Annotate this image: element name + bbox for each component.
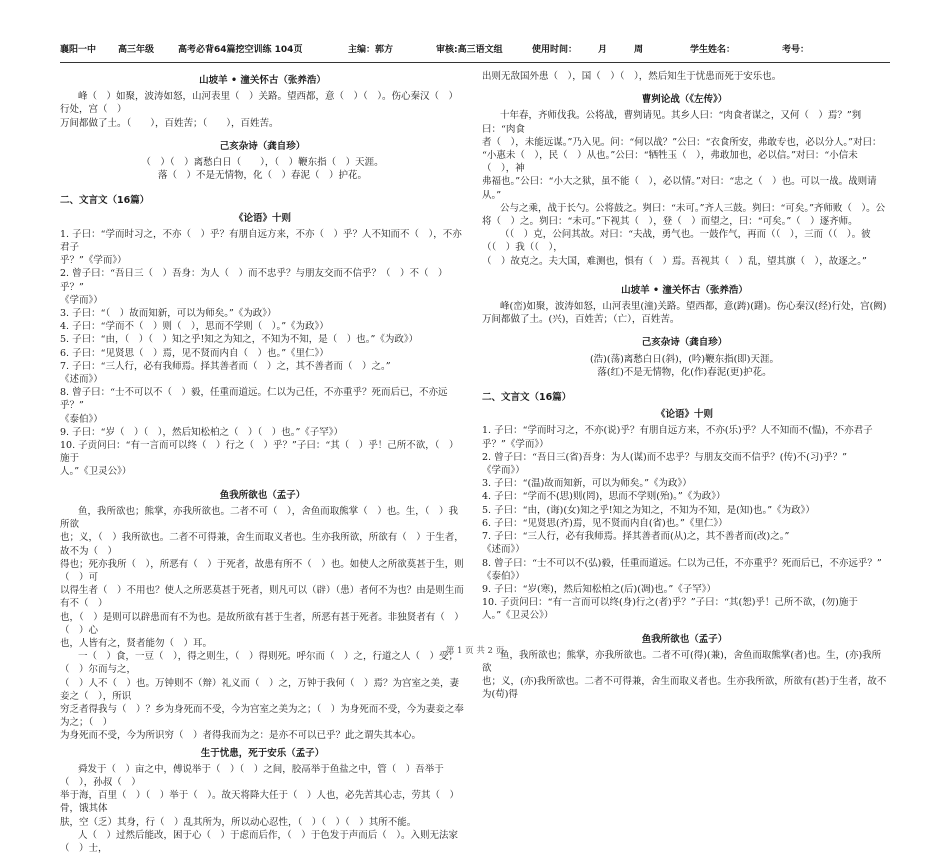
text-line: 10. 子贡问曰：“有一言而可以终（ ）行之（ ）乎？”子曰：“其（ ）乎！己所不欲，（ ）施于 (60, 440, 459, 465)
text-line: （ ）故克之。夫大国，难测也，惧有（ ）焉。吾视其（ ）乱，望其旗（ ），故逐之。” (482, 255, 867, 267)
text-line: 一（ ）食，一豆（ ），得之则生，（ ）得则死。呼尔而（ ）之，行道之人（ ）受；（ ）尔而与之， (60, 651, 459, 676)
text-line: 《述而》） (60, 374, 103, 386)
grade-label: 高三年级 (118, 45, 155, 55)
worksheet-title: 高考必背64篇挖空训练 104页 (178, 45, 303, 55)
text-line: 也；义，（ ）我所欲也。二者不可得兼，舍生而取义者也。生亦我所欲，所欲有（ ）于生者，故不为（ ） (60, 532, 464, 557)
section-title: 山坡羊 • 潼关怀古（张养浩） (621, 284, 748, 296)
section-title: 鱼我所欲也（孟子） (641, 633, 728, 645)
spacer (482, 623, 887, 629)
text-line: 肤，空（乏）其身，行（ ）乱其所为，所以动心忍性，（ ）（ ）（ ）其所不能。 (60, 816, 417, 828)
part-heading: 二、文言文（16篇） (60, 195, 150, 207)
poem-line: (浩)(荡)离愁白日(斜)，(吟)鞭东指(即)天涯。 (589, 353, 780, 365)
school-name: 襄阳一中 (60, 45, 97, 55)
text-line: 6. 子曰：“见贤思(齐)焉，见不贤而内自(省)也。”《里仁》） (482, 517, 728, 529)
text-line: 《泰伯》） (482, 570, 525, 582)
text-line: 《学而》） (482, 465, 525, 477)
text-line: 为身死而不受，今为所识穷（ ）者得我而为之：是亦不可以已乎？此之谓失其本心。 (60, 730, 422, 742)
section-title: 《论语》十则 (233, 212, 291, 224)
text-line: 也，人皆有之，贤者能勿（ ）耳。 (60, 637, 213, 649)
text-line: 2. 曾子曰：“吾日三(省)吾身：为人(谋)而不忠乎？与朋友交而不信乎？(传)不(习)乎？” (482, 451, 847, 463)
week-label: 周 (634, 45, 644, 55)
spacer (60, 130, 465, 136)
text-line: 鱼，我所欲也；熊掌，亦我所欲也。二者不可（ ），舍鱼而取熊掌（ ）也。生，（ ）我所欲 (60, 505, 459, 531)
text-line: 1. 子曰：“学而时习之，不亦（ ）乎？有朋自远方来，不亦（ ）乎？人不知而不（ ），不亦君子 (60, 228, 462, 254)
text-line: 2. 曾子曰：“吾日三（ ）吾身：为人（ ）而不忠乎？与朋友交而不信乎？（ ）不（ ）乎？” (60, 268, 448, 293)
exam-number-label: 考号： (782, 45, 810, 55)
text-line: “小惠未（ ），民（ ）从也。”公曰：“牺牲玉（ ），弗敢加也，必以信。”对曰：“小信未（ ），神 (482, 150, 858, 175)
text-line: 万间都做了土。(兴)，百姓苦；（亡），百姓苦。 (482, 314, 680, 326)
section-title: 《论语》十则 (655, 409, 713, 421)
text-line: 乎？”《学而》） (482, 438, 549, 450)
text-line: 者（ ），未能远谋。”乃入见。问：“何以战？”公曰：“衣食所安，弗敢专也，必以分人。”对曰： (482, 136, 882, 148)
section-title: 鱼我所欲也（孟子） (219, 489, 306, 501)
text-line: 7. 子曰：“三人行，必有我师焉。择其善者而(从)之，其不善者而(改)之。” (482, 531, 790, 543)
text-line: 穷乏者得我与（ ）？乡为身死而不受，今为宫室之美为之；（ ）为身死而不受，今为妻妾之奉为之；（ ） (60, 703, 464, 729)
text-line: 1. 子曰：“学而时习之，不亦(说)乎？有朋自远方来，不亦(乐)乎？人不知而不(愠)，不亦君子 (482, 425, 873, 437)
text-line: 10. 子贡问曰：“有一言而可以终(身)行之(者)乎？”子曰：“其(恕)乎！己所不欲，(勿)施于 (482, 597, 858, 609)
spacer (60, 182, 465, 188)
text-line: 以得生者（ ）不用也？使人之所恶莫甚于死者，则凡可以（辟）（患）者何不为也？由是则生而有不（ ） (60, 585, 464, 610)
text-line: 《述而》） (482, 544, 525, 556)
text-line: 公与之乘，战于长勺。公将鼓之。刿曰：“未可。”齐人三鼓。刿曰：“可矣。”齐师败（ ）。公 (500, 202, 886, 214)
text-line: 7. 子曰：“三人行，必有我师焉。择其善者而（ ）之，其不善者而（ ）之。” (60, 360, 391, 372)
section-title: 生于忧患，死于安乐（孟子） (200, 747, 325, 759)
text-line: 峰(峦)如聚，波涛如怒，山河表里(潼)关路。望西都，意(踌)(躇)。伤心秦汉(经)行处，宫(阙) (500, 301, 887, 313)
text-line: 8. 曾子曰：“士不可以不(弘)毅，任重而道远。仁以为己任，不亦重乎？死而后已，不亦远乎？” (482, 557, 882, 569)
section-title: 己亥杂诗（龚自珍） (219, 140, 306, 152)
text-line: 4. 子曰：“学而不(思)则(罔)，思而不学则(殆)。”《为政》） (482, 491, 726, 503)
text-line: 十年春，齐师伐我。公将战，曹刿请见。其乡人曰：“肉食者谋之，又何（ ）焉？”刿曰：“肉食 (482, 110, 862, 135)
student-name-label: 学生姓名： (690, 45, 736, 55)
section-title: 己亥杂诗（龚自珍） (641, 337, 728, 349)
text-line: 3. 子曰：“（ ）故而知新，可以为师矣。”《为政》） (60, 308, 277, 320)
section-title: 曹刿论战（《左传》） (641, 94, 728, 106)
text-line: 弗福也。”公曰：“小大之狱，虽不能（ ），必以情。”对曰：“忠之（ ）也。可以一战。战则请从。” (482, 176, 877, 201)
spacer (60, 479, 465, 485)
section-title: 山坡羊 • 潼关怀古（张养浩） (199, 75, 326, 86)
text-line: 6. 子曰：“见贤思（ ）焉，见不贤而内自（ ）也。”《里仁》） (60, 347, 329, 359)
month-label: 月 (598, 45, 608, 55)
text-line: 5. 子曰：“由，（ ）（ ）知之乎!知之为知之，不知为不知，是（ ）也。”《为政》） (60, 334, 419, 346)
text-line: 出则无敌国外患（ ），国（ ）（ ），然后知生于忧患而死于安乐也。 (482, 71, 782, 82)
text-line: 鱼，我所欲也；熊掌，亦我所欲也。二者不可(得)(兼)，舍鱼而取熊掌(者)也。生，(亦)我所欲 (482, 649, 882, 674)
left-column (60, 70, 465, 854)
text-line: 8. 曾子曰：“士不可以不（ ）毅，任重而道远。仁以为己任，不亦重乎？死而后已，不亦远乎？” (60, 387, 448, 412)
text-line: 9. 子曰：“岁（ ）（ ），然后知松柏之（ ）（ ）也。”《子罕》） (60, 426, 344, 438)
text-line: 3. 子曰：“(温)故而知新，可以为师矣。”《为政》） (482, 478, 692, 490)
reviewer-label: 审核:高三语文组 (436, 45, 503, 55)
text-line: 人。”《卫灵公》） (60, 466, 132, 478)
text-line: 峰（ ）如聚，波涛如怒，山河表里（ ）关路。望西都，意（ ）（ ）。伤心秦汉（ ）行处，宫（ ） (60, 91, 459, 116)
right-column (482, 70, 887, 701)
spacer (482, 274, 887, 280)
part-heading: 二、文言文（16篇） (482, 392, 572, 404)
text-line: （ ）人不（ ）也。万钟则不（辩）礼义而（ ）之，万钟于我何（ ）焉？为宫室之美，妻妾之（ ），所识 (60, 677, 460, 702)
text-line: 将（ ）之。刿曰：“未可。”下视其（ ），登（ ）而望之，曰：“可矣。”（ ）逐齐师。 (482, 216, 858, 228)
spacer (482, 83, 887, 89)
text-line: 人（ ）过然后能改，困于心（ ）于虑而后作，（ ）于色发于声而后（ ）。入则无法家（ ）士， (60, 829, 459, 854)
use-time-label: 使用时间： (532, 45, 578, 55)
spacer (482, 379, 887, 385)
poem-line: 落(红)不是无情物，化(作)春泥(更)护花。 (597, 366, 772, 378)
text-line: 《泰伯》） (60, 413, 103, 425)
text-line: （（ ）克，公问其故。对曰：“夫战，勇气也。一鼓作气，再而（（ ），三而（（ ）。彼（（ ）我（（ ）， (482, 229, 871, 254)
text-line: 4. 子曰：“学而不（ ）则（ ），思而不学则（ ）。”《为政》） (60, 321, 329, 333)
editor-label: 主编：郭方 (348, 45, 394, 55)
text-line: 《学而》） (60, 294, 103, 306)
page-footer: 第 1 页 共 2 页 (445, 646, 505, 656)
poem-line: 落（ ）不是无情物，化（ ）春泥（ ）护花。 (157, 170, 367, 182)
poem-line: （ ）（ ）离愁白日（ ），（ ）鞭东指（ ）天涯。 (141, 157, 384, 169)
text-line: 舜发于（ ）亩之中，傅说举于（ ）（ ）之间，胶鬲举于鱼盐之中，管（ ）吾举于（ ），孙叔（ ） (60, 763, 444, 788)
text-line: 乎？”《学而》） (60, 255, 127, 267)
text-line: 万间都做了土。（ ），百姓苦；（ ），百姓苦。 (60, 117, 279, 129)
text-line: 5. 子曰：“由，(诲)(女)知之乎!知之为知之，不知为不知，是(知)也。”《为政》） (482, 504, 815, 516)
text-line: 也，（ ）是则可以辟患而有不为也。是故所欲有甚于生者，所恶有甚于死者。非独贤者有（ ）（ ）心 (60, 611, 464, 636)
text-line: 9. 子曰：“岁(寒)，然后知松柏之(后)(凋)也。”《子罕》） (482, 583, 717, 595)
text-line: 人。”《卫灵公》） (482, 610, 554, 622)
header-divider (60, 62, 890, 63)
text-line: 也；义，(亦)我所欲也。二者不可得兼，舍生而取义者也。生亦我所欲，所欲有(甚)于生者，故不为(苟)得 (482, 676, 887, 701)
page-header (60, 44, 890, 58)
text-line: 得也；死亦我所（ ），所恶有（ ）于死者，故患有所不（ ）也。如使人之所欲莫甚于生，则（ ）可 (60, 558, 464, 583)
text-line: 举于海，百里（ ）（ ）举于（ ）。故天将降大任于（ ）人也，必先苦其心志，劳其（ ）骨，饿其体 (60, 790, 460, 815)
spacer (482, 326, 887, 332)
